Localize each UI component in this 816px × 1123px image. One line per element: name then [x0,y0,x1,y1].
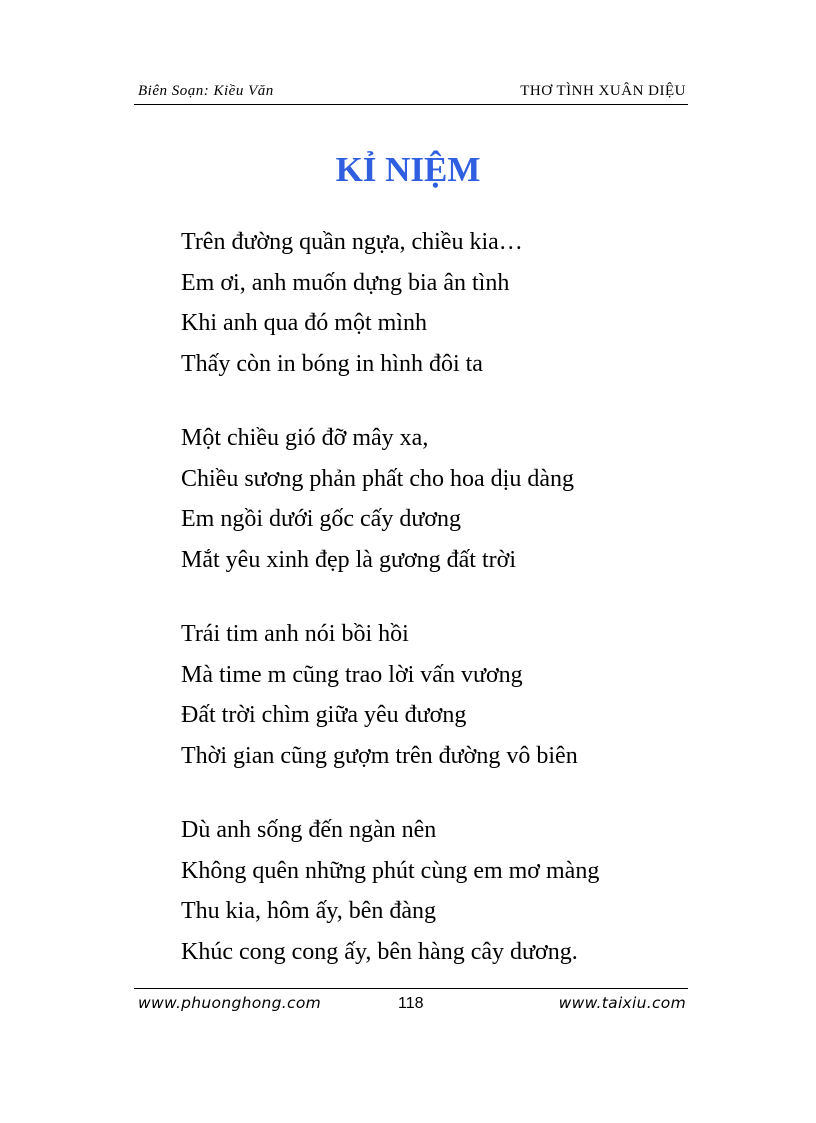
page-number: 118 [398,995,424,1012]
poem-line: Thấy còn in bóng in hình đôi ta [181,350,483,377]
poem-line: Em ngồi dưới gốc cấy dương [181,506,462,532]
poem-line: Khúc cong cong ấy, bên hàng cây dương. [181,938,578,965]
poem-title: KỈ NIỆM [335,150,481,189]
poem-line: Một chiều gió đỡ mây xa, [181,425,429,451]
poem-line: Mắt yêu xinh đẹp là gương đất trời [181,546,516,573]
header-book-title: THƠ TÌNH XUÂN DIỆU [520,83,686,99]
poem-line: Dù anh sống đến ngàn nên [181,817,437,843]
footer-website-left: www.phuonghong.com [138,994,321,1012]
poem-line: Thu kia, hôm ấy, bên đàng [181,898,437,924]
poem-line: Chiều sương phản phất cho hoa dịu dàng [181,465,574,492]
page-footer [134,988,688,1019]
poem-line: Khi anh qua đó một mình [181,310,427,336]
poem-body [181,222,701,1006]
stanza-2 [181,418,701,580]
header-author: Biên Soạn: Kiều Văn [138,83,274,99]
poem-line: Trái tim anh nói bồi hồi [181,621,409,647]
poem-line: Em ơi, anh muốn dựng bia ân tình [181,269,510,296]
stanza-4 [181,810,701,972]
footer-website-right: www.taixiu.com [558,994,686,1012]
stanza-1 [181,222,701,384]
page-header [134,82,688,105]
poem-line: Thời gian cũng gượm trên đường vô biên [181,742,578,769]
poem-line: Không quên những phút cùng em mơ màng [181,857,600,884]
poem-line: Trên đường quần ngựa, chiều kia… [181,229,523,255]
stanza-3 [181,614,701,776]
poem-line: Đất trời chìm giữa yêu đương [181,702,467,728]
poem-line: Mà time m cũng trao lời vấn vương [181,661,523,688]
